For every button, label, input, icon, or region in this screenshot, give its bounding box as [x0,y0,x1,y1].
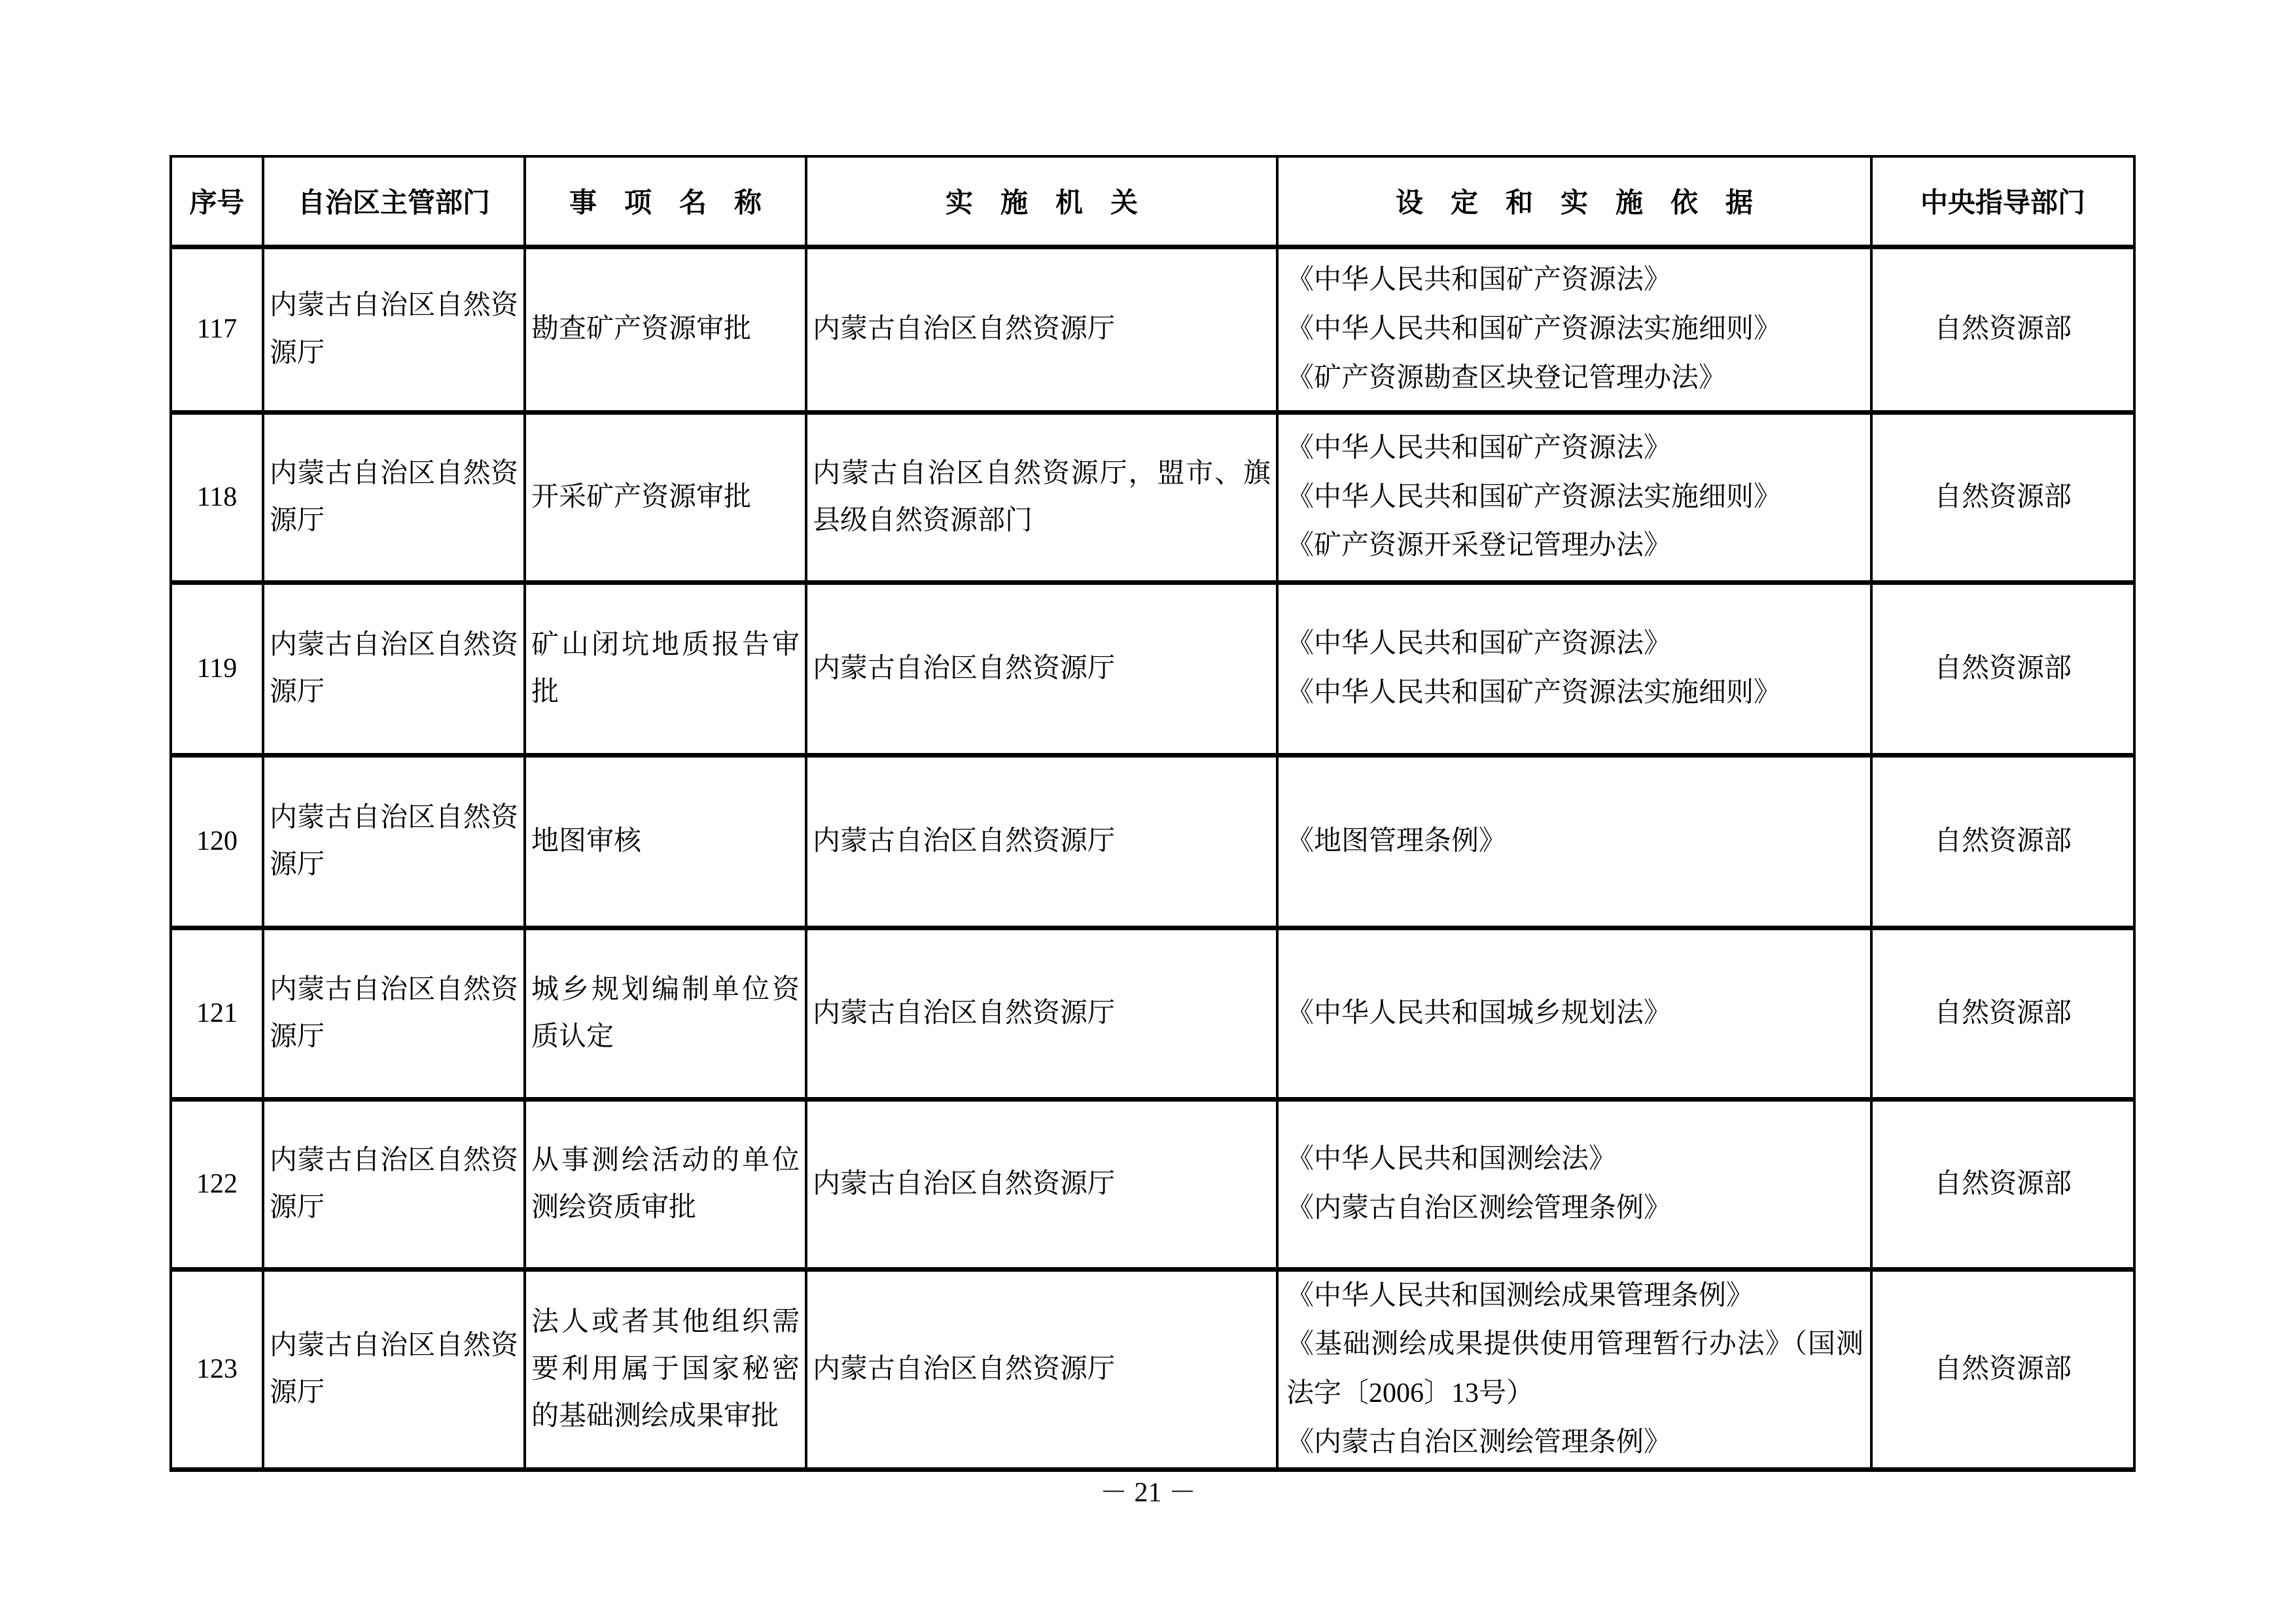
cell-basis [1277,582,1871,755]
cell-item-name: 城乡规划编制单位资质认定 [525,928,806,1099]
basis-line: 《内蒙古自治区测绘管理条例》 [1286,1193,1672,1223]
cell-item-name: 地图审核 [525,755,806,928]
cell-item-name: 从事测绘活动的单位测绘资质审批 [525,1099,806,1269]
basis-line: 《矿产资源勘查区块登记管理办法》 [1286,362,1727,393]
basis-line: 《矿产资源开采登记管理办法》 [1286,531,1672,561]
cell-department: 内蒙古自治区自然资源厅 [263,928,525,1099]
basis-line: 《中华人民共和国矿产资源法》 [1286,629,1672,659]
column-header-department: 自治区主管部门 [263,156,525,247]
table-header-row [171,156,2134,247]
table-row [171,1099,2134,1269]
column-header-serial: 序号 [171,156,263,247]
page-number: － 21 － [1099,1478,1196,1508]
cell-basis [1277,412,1871,582]
cell-basis [1277,755,1871,928]
basis-line: 《中华人民共和国矿产资源法实施细则》 [1286,678,1782,708]
cell-serial: 123 [171,1269,263,1469]
cell-central-dept: 自然资源部 [1871,412,2134,582]
basis-line: 《基础测绘成果提供使用管理暂行办法》（国测法字〔2006〕13号） [1286,1329,1863,1408]
column-header-item-name: 事 项 名 称 [525,156,806,247]
cell-basis [1277,928,1871,1099]
cell-item-name: 勘查矿产资源审批 [525,247,806,412]
cell-central-dept: 自然资源部 [1871,247,2134,412]
table-row [171,412,2134,582]
basis-line: 《内蒙古自治区测绘管理条例》 [1286,1427,1672,1457]
cell-central-dept: 自然资源部 [1871,1099,2134,1269]
cell-department: 内蒙古自治区自然资源厅 [263,247,525,412]
cell-agency: 内蒙古自治区自然资源厅 [806,247,1277,412]
cell-serial: 119 [171,582,263,755]
cell-basis [1277,247,1871,412]
cell-agency: 内蒙古自治区自然资源厅 [806,1099,1277,1269]
cell-serial: 122 [171,1099,263,1269]
cell-department: 内蒙古自治区自然资源厅 [263,755,525,928]
cell-serial: 117 [171,247,263,412]
basis-line: 《中华人民共和国矿产资源法》 [1286,265,1672,296]
cell-item-name: 法人或者其他组织需要利用属于国家秘密的基础测绘成果审批 [525,1269,806,1469]
basis-line: 《中华人民共和国矿产资源法实施细则》 [1286,314,1782,345]
cell-agency: 内蒙古自治区自然资源厅 [806,928,1277,1099]
cell-agency: 内蒙古自治区自然资源厅 [806,755,1277,928]
cell-central-dept: 自然资源部 [1871,755,2134,928]
basis-line: 《中华人民共和国矿产资源法实施细则》 [1286,481,1782,512]
cell-department: 内蒙古自治区自然资源厅 [263,582,525,755]
cell-item-name: 开采矿产资源审批 [525,412,806,582]
cell-serial: 118 [171,412,263,582]
cell-serial: 120 [171,755,263,928]
table-row [171,928,2134,1099]
table-row [171,1269,2134,1469]
table-row [171,247,2134,412]
approval-items-table [169,155,2136,1472]
cell-basis [1277,1099,1871,1269]
cell-agency: 内蒙古自治区自然资源厅，盟市、旗县级自然资源部门 [806,412,1277,582]
cell-basis [1277,1269,1871,1469]
cell-central-dept: 自然资源部 [1871,582,2134,755]
basis-line: 《中华人民共和国城乡规划法》 [1286,998,1672,1028]
basis-line: 《中华人民共和国测绘法》 [1286,1144,1617,1175]
cell-agency: 内蒙古自治区自然资源厅 [806,582,1277,755]
basis-line: 《地图管理条例》 [1286,826,1507,856]
cell-central-dept: 自然资源部 [1871,1269,2134,1469]
cell-item-name: 矿山闭坑地质报告审批 [525,582,806,755]
cell-department: 内蒙古自治区自然资源厅 [263,1099,525,1269]
table-row [171,582,2134,755]
cell-agency: 内蒙古自治区自然资源厅 [806,1269,1277,1469]
column-header-central-dept: 中央指导部门 [1871,156,2134,247]
basis-line: 《中华人民共和国矿产资源法》 [1286,432,1672,463]
cell-central-dept: 自然资源部 [1871,928,2134,1099]
column-header-basis: 设 定 和 实 施 依 据 [1277,156,1871,247]
cell-serial: 121 [171,928,263,1099]
table-body [171,247,2134,1469]
basis-line: 《中华人民共和国测绘成果管理条例》 [1286,1280,1754,1311]
column-header-agency: 实 施 机 关 [806,156,1277,247]
table-row [171,755,2134,928]
cell-department: 内蒙古自治区自然资源厅 [263,1269,525,1469]
cell-department: 内蒙古自治区自然资源厅 [263,412,525,582]
